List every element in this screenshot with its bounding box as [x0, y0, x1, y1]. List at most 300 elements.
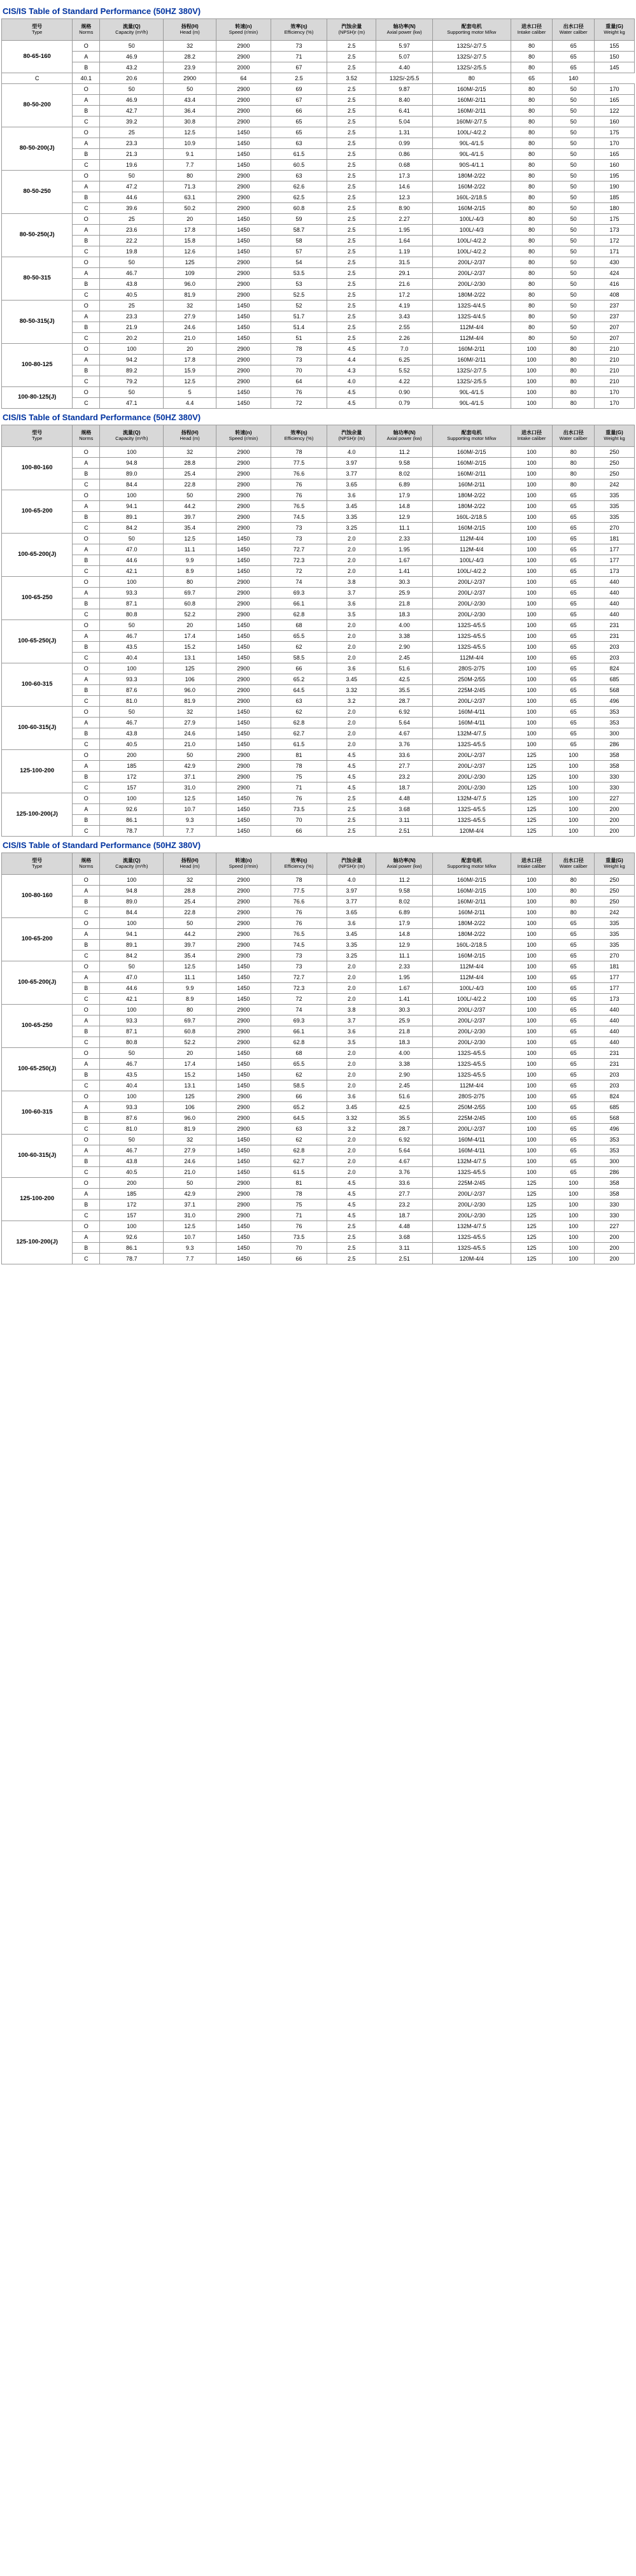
data-cell: 76 — [271, 387, 327, 398]
data-cell: 70 — [271, 1243, 327, 1254]
data-cell: 207 — [595, 322, 635, 333]
data-cell: 78 — [271, 761, 327, 772]
data-cell: 10.9 — [164, 138, 216, 149]
data-cell: 185 — [100, 761, 164, 772]
data-cell: 50 — [553, 138, 595, 149]
table-row — [2, 1037, 635, 1048]
data-cell: 1450 — [216, 566, 271, 577]
data-cell: 65 — [553, 577, 595, 588]
data-cell: 100L/-4/3 — [432, 555, 511, 566]
data-cell: 171 — [595, 246, 635, 257]
column-header — [73, 853, 100, 875]
data-cell: 3.6 — [327, 1091, 376, 1102]
data-cell: 2.45 — [376, 653, 433, 663]
data-cell: 80 — [511, 236, 553, 246]
data-cell: 3.5 — [327, 609, 376, 620]
data-cell: 5.97 — [376, 41, 433, 52]
data-cell: 100 — [511, 1070, 553, 1080]
data-cell: 160M/-2/11 — [432, 355, 511, 365]
data-cell: 2.0 — [327, 1059, 376, 1070]
data-cell: 125 — [511, 750, 553, 761]
data-cell: 65 — [553, 940, 595, 951]
data-cell: 7.0 — [376, 344, 433, 355]
table-row — [2, 490, 635, 501]
data-cell: 2.5 — [327, 279, 376, 290]
norm-cell: A — [73, 929, 100, 940]
data-cell: 12.5 — [164, 127, 216, 138]
norm-cell: B — [73, 815, 100, 826]
table-row — [2, 1102, 635, 1113]
table-row — [2, 1091, 635, 1102]
column-header-cn: 汽蚀余量 — [341, 429, 362, 435]
data-cell: 2900 — [216, 1016, 271, 1026]
data-cell: 2.5 — [327, 1232, 376, 1243]
data-cell: 2900 — [216, 95, 271, 106]
data-cell: 100 — [511, 1005, 553, 1016]
data-cell: 2.0 — [327, 534, 376, 544]
data-cell: 2.5 — [327, 225, 376, 236]
data-cell: 21.0 — [164, 333, 216, 344]
data-cell: 71 — [271, 782, 327, 793]
data-cell: 440 — [595, 598, 635, 609]
data-cell: 74.5 — [271, 940, 327, 951]
table-row — [2, 609, 635, 620]
data-cell: 100 — [511, 1048, 553, 1059]
data-cell: 100 — [511, 387, 553, 398]
data-cell: 65 — [553, 534, 595, 544]
data-cell: 100 — [511, 566, 553, 577]
data-cell: 225M-2/45 — [432, 1178, 511, 1189]
data-cell: 496 — [595, 1124, 635, 1135]
data-cell: 440 — [595, 1016, 635, 1026]
data-cell: 3.7 — [327, 588, 376, 598]
data-cell: 44.6 — [100, 983, 164, 994]
data-cell: 1450 — [216, 620, 271, 631]
data-cell: 62.8 — [271, 718, 327, 728]
data-cell: 60.8 — [164, 598, 216, 609]
data-cell: 59 — [271, 214, 327, 225]
table-row — [2, 149, 635, 160]
data-cell: 65 — [553, 1167, 595, 1178]
data-cell: 172 — [100, 772, 164, 782]
data-cell: 3.76 — [376, 739, 433, 750]
data-cell: 28.8 — [164, 886, 216, 896]
data-cell: 2.5 — [327, 192, 376, 203]
table-row — [2, 236, 635, 246]
norm-cell: C — [2, 73, 73, 84]
data-cell: 96.0 — [164, 685, 216, 696]
data-cell: 112M-4/4 — [432, 1080, 511, 1091]
data-cell: 50 — [553, 225, 595, 236]
data-cell: 100 — [511, 447, 553, 458]
data-cell: 35.5 — [376, 1113, 433, 1124]
data-cell: 80 — [511, 181, 553, 192]
data-cell: 2.5 — [327, 160, 376, 171]
data-cell: 70 — [271, 815, 327, 826]
data-cell: 9.87 — [376, 84, 433, 95]
data-cell: 160M/-2/15 — [432, 447, 511, 458]
data-cell: 160M/-2/15 — [432, 875, 511, 886]
data-cell: 132M-4/7.5 — [432, 728, 511, 739]
data-cell: 74 — [271, 577, 327, 588]
norm-cell: O — [73, 1178, 100, 1189]
data-cell: 51.4 — [271, 322, 327, 333]
norm-cell: A — [73, 501, 100, 512]
data-cell: 1450 — [216, 972, 271, 983]
data-cell: 47.0 — [100, 544, 164, 555]
data-cell: 2900 — [216, 772, 271, 782]
data-cell: 1450 — [216, 739, 271, 750]
data-cell: 72.3 — [271, 555, 327, 566]
data-cell: 37.1 — [164, 1200, 216, 1210]
data-cell: 100 — [553, 1178, 595, 1189]
data-cell: 100 — [511, 458, 553, 469]
data-cell: 65 — [553, 1145, 595, 1156]
data-cell: 185 — [100, 1189, 164, 1200]
norm-cell: C — [73, 1037, 100, 1048]
data-cell: 1450 — [216, 653, 271, 663]
data-cell: 203 — [595, 1070, 635, 1080]
data-cell: 81.0 — [100, 1124, 164, 1135]
data-cell: 21.8 — [376, 1026, 433, 1037]
data-cell: 28.7 — [376, 1124, 433, 1135]
table-row — [2, 333, 635, 344]
performance-table — [1, 18, 635, 409]
column-header — [100, 425, 164, 447]
norm-cell: C — [73, 1124, 100, 1135]
data-cell: 440 — [595, 1037, 635, 1048]
data-cell: 72.7 — [271, 544, 327, 555]
data-cell: 132S/-2/5.5 — [376, 73, 433, 84]
data-cell: 100 — [553, 1200, 595, 1210]
data-cell: 81.9 — [164, 290, 216, 301]
norm-cell: O — [73, 301, 100, 311]
norm-cell: A — [73, 311, 100, 322]
data-cell: 80 — [164, 577, 216, 588]
data-cell: 100 — [511, 728, 553, 739]
data-cell: 86.1 — [100, 1243, 164, 1254]
data-cell: 69.7 — [164, 1016, 216, 1026]
data-cell: 11.1 — [376, 523, 433, 534]
table-row — [2, 84, 635, 95]
data-cell: 25.9 — [376, 588, 433, 598]
data-cell: 80 — [511, 333, 553, 344]
column-header-cn: 型号 — [32, 857, 43, 863]
norm-cell: B — [73, 940, 100, 951]
data-cell: 15.9 — [164, 365, 216, 376]
data-cell: 58.5 — [271, 1080, 327, 1091]
norm-cell: B — [73, 322, 100, 333]
data-cell: 40.4 — [100, 1080, 164, 1091]
column-header-cn: 出水口径 — [563, 23, 584, 29]
norm-cell: C — [73, 826, 100, 837]
data-cell: 25.4 — [164, 469, 216, 479]
table-row — [2, 918, 635, 929]
data-cell: 72.3 — [271, 983, 327, 994]
data-cell: 64.5 — [271, 1113, 327, 1124]
data-cell: 4.00 — [376, 1048, 433, 1059]
data-cell: 2.5 — [327, 804, 376, 815]
data-cell: 32 — [164, 41, 216, 52]
norm-cell: B — [73, 192, 100, 203]
data-cell: 66 — [271, 826, 327, 837]
data-cell: 440 — [595, 588, 635, 598]
data-cell: 72 — [271, 994, 327, 1005]
data-cell: 207 — [595, 333, 635, 344]
data-cell: 2900 — [216, 469, 271, 479]
norm-cell: C — [73, 290, 100, 301]
data-cell: 100 — [553, 761, 595, 772]
table-row — [2, 663, 635, 674]
data-cell: 2900 — [216, 696, 271, 707]
column-header-cn: 转速(n) — [235, 429, 252, 435]
data-cell: 1450 — [216, 826, 271, 837]
column-header-cn: 轴功率(N) — [393, 429, 416, 435]
column-header-en: Head (m) — [180, 29, 200, 35]
data-cell: 69.7 — [164, 588, 216, 598]
table-header-row — [2, 425, 635, 447]
data-cell: 125 — [511, 1221, 553, 1232]
column-header-en: Intake caliber — [517, 863, 546, 869]
data-cell: 50 — [553, 290, 595, 301]
data-cell: 2.0 — [327, 994, 376, 1005]
norm-cell: C — [73, 523, 100, 534]
data-cell: 62 — [271, 1135, 327, 1145]
norm-cell: B — [73, 983, 100, 994]
data-cell: 61.5 — [271, 739, 327, 750]
data-cell: 181 — [595, 534, 635, 544]
data-cell: 92.6 — [100, 804, 164, 815]
data-cell: 100 — [511, 631, 553, 642]
data-cell: 65 — [553, 1135, 595, 1145]
data-cell: 71 — [271, 52, 327, 62]
data-cell: 177 — [595, 555, 635, 566]
data-cell: 100 — [511, 501, 553, 512]
column-header-en: Efficiency (%) — [284, 435, 314, 441]
data-cell: 1.67 — [376, 983, 433, 994]
data-cell: 61.5 — [271, 149, 327, 160]
data-cell: 200L/-2/30 — [432, 1037, 511, 1048]
data-cell: 1450 — [216, 1070, 271, 1080]
data-cell: 32 — [164, 707, 216, 718]
table-header-row — [2, 19, 635, 41]
data-cell: 2.5 — [327, 41, 376, 52]
norm-cell: A — [73, 138, 100, 149]
data-cell: 6.92 — [376, 707, 433, 718]
data-cell: 7.7 — [164, 1254, 216, 1264]
data-cell: 2.5 — [327, 214, 376, 225]
data-cell: 2900 — [216, 1178, 271, 1189]
table-row — [2, 160, 635, 171]
data-cell: 100L/-4/3 — [432, 225, 511, 236]
data-cell: 100 — [511, 696, 553, 707]
table-row — [2, 311, 635, 322]
data-cell: 100 — [553, 1243, 595, 1254]
table-row — [2, 1232, 635, 1243]
data-cell: 2900 — [216, 1026, 271, 1037]
data-cell: 50 — [553, 257, 595, 268]
data-cell: 87.6 — [100, 685, 164, 696]
data-cell: 10.7 — [164, 1232, 216, 1243]
norm-cell: B — [73, 685, 100, 696]
data-cell: 57 — [271, 246, 327, 257]
norm-cell: C — [73, 653, 100, 663]
data-cell: 100 — [511, 951, 553, 961]
data-cell: 3.45 — [327, 929, 376, 940]
data-cell: 100 — [511, 490, 553, 501]
column-header-cn: 规格 — [81, 857, 92, 863]
data-cell: 132S-4/5.5 — [432, 739, 511, 750]
data-cell: 2900 — [216, 1189, 271, 1200]
data-cell: 100 — [511, 523, 553, 534]
data-cell: 76 — [271, 479, 327, 490]
data-cell: 80 — [511, 95, 553, 106]
data-cell: 100 — [553, 1210, 595, 1221]
column-header-en: Norms — [79, 29, 94, 35]
data-cell: 3.6 — [327, 598, 376, 609]
data-cell: 72.7 — [271, 972, 327, 983]
data-cell: 2900 — [216, 951, 271, 961]
data-cell: 3.45 — [327, 1102, 376, 1113]
data-cell: 335 — [595, 490, 635, 501]
table-row — [2, 1059, 635, 1070]
data-cell: 4.22 — [376, 376, 433, 387]
data-cell: 65 — [553, 663, 595, 674]
data-cell: 80 — [511, 268, 553, 279]
data-cell: 100 — [511, 376, 553, 387]
data-cell: 210 — [595, 365, 635, 376]
data-cell: 46.9 — [100, 95, 164, 106]
norm-cell: B — [73, 728, 100, 739]
data-cell: 80 — [511, 257, 553, 268]
data-cell: 6.92 — [376, 1135, 433, 1145]
table-row — [2, 983, 635, 994]
data-cell: 125 — [511, 761, 553, 772]
data-cell: 42.9 — [164, 1189, 216, 1200]
data-cell: 0.79 — [376, 398, 433, 409]
data-cell: 9.1 — [164, 149, 216, 160]
data-cell: 100 — [511, 1016, 553, 1026]
data-cell: 100 — [100, 447, 164, 458]
data-cell: 50 — [100, 1048, 164, 1059]
data-cell: 1450 — [216, 728, 271, 739]
data-cell: 227 — [595, 1221, 635, 1232]
data-cell: 685 — [595, 1102, 635, 1113]
data-cell: 15.2 — [164, 642, 216, 653]
data-cell: 3.77 — [327, 469, 376, 479]
data-cell: 40.1 — [73, 73, 100, 84]
data-cell: 22.8 — [164, 479, 216, 490]
column-header — [327, 425, 376, 447]
data-cell: 17.3 — [376, 171, 433, 181]
column-header-cn: 扬程(H) — [181, 429, 199, 435]
data-cell: 177 — [595, 972, 635, 983]
data-cell: 200L/-2/37 — [432, 750, 511, 761]
data-cell: 50 — [553, 322, 595, 333]
data-cell: 65 — [553, 588, 595, 598]
data-cell: 94.1 — [100, 501, 164, 512]
data-cell: 62.6 — [271, 181, 327, 192]
data-cell: 76.5 — [271, 501, 327, 512]
pump-model-cell: 80-50-200 — [2, 84, 73, 127]
data-cell: 100 — [511, 588, 553, 598]
data-cell: 203 — [595, 653, 635, 663]
data-cell: 60.8 — [164, 1026, 216, 1037]
data-cell: 65 — [553, 555, 595, 566]
data-cell: 330 — [595, 772, 635, 782]
data-cell: 19.6 — [100, 160, 164, 171]
data-cell: 2900 — [216, 1102, 271, 1113]
table-row — [2, 1243, 635, 1254]
data-cell: 43.4 — [164, 95, 216, 106]
data-cell: 1450 — [216, 160, 271, 171]
data-cell: 157 — [100, 782, 164, 793]
data-cell: 200 — [100, 1178, 164, 1189]
data-cell: 2000 — [216, 62, 271, 73]
data-cell: 50 — [100, 620, 164, 631]
pump-model-cell: 100-65-250(J) — [2, 620, 73, 663]
data-cell: 160M/-2/11 — [432, 106, 511, 117]
data-cell: 17.9 — [376, 918, 433, 929]
data-cell: 440 — [595, 577, 635, 588]
table-row — [2, 1080, 635, 1091]
data-cell: 40.5 — [100, 1167, 164, 1178]
norm-cell: O — [73, 84, 100, 95]
data-cell: 100 — [511, 642, 553, 653]
data-cell: 100 — [511, 653, 553, 663]
data-cell: 60.8 — [271, 203, 327, 214]
data-cell: 2.5 — [327, 117, 376, 127]
column-header — [553, 19, 595, 41]
data-cell: 76 — [271, 1221, 327, 1232]
data-cell: 100 — [511, 398, 553, 409]
data-cell: 50 — [553, 127, 595, 138]
data-cell: 80 — [511, 203, 553, 214]
data-cell: 9.58 — [376, 886, 433, 896]
norm-cell: O — [73, 875, 100, 886]
data-cell: 78 — [271, 1189, 327, 1200]
data-cell: 2.0 — [327, 555, 376, 566]
data-cell: 3.6 — [327, 1026, 376, 1037]
data-cell: 63 — [271, 171, 327, 181]
data-cell: 2900 — [216, 479, 271, 490]
norm-cell: B — [73, 279, 100, 290]
data-cell: 28.2 — [164, 52, 216, 62]
data-cell: 65 — [553, 951, 595, 961]
data-cell: 100 — [511, 620, 553, 631]
column-header-en: Axial power (kw) — [386, 435, 422, 441]
table-row — [2, 73, 635, 84]
data-cell: 7.7 — [164, 826, 216, 837]
data-cell: 4.5 — [327, 750, 376, 761]
data-cell: 2.5 — [327, 290, 376, 301]
data-cell: 35.4 — [164, 951, 216, 961]
data-cell: 1.95 — [376, 544, 433, 555]
data-cell: 65.2 — [271, 674, 327, 685]
data-cell: 71 — [271, 1210, 327, 1221]
data-cell: 84.4 — [100, 479, 164, 490]
data-cell: 77.5 — [271, 886, 327, 896]
data-cell: 8.90 — [376, 203, 433, 214]
data-cell: 33.6 — [376, 1178, 433, 1189]
column-header — [432, 853, 511, 875]
data-cell: 106 — [164, 674, 216, 685]
norm-cell: O — [73, 41, 100, 52]
column-header-en: Speed (r/min) — [229, 863, 258, 869]
data-cell: 63.1 — [164, 192, 216, 203]
data-cell: 2.5 — [271, 73, 327, 84]
data-cell: 23.9 — [164, 62, 216, 73]
